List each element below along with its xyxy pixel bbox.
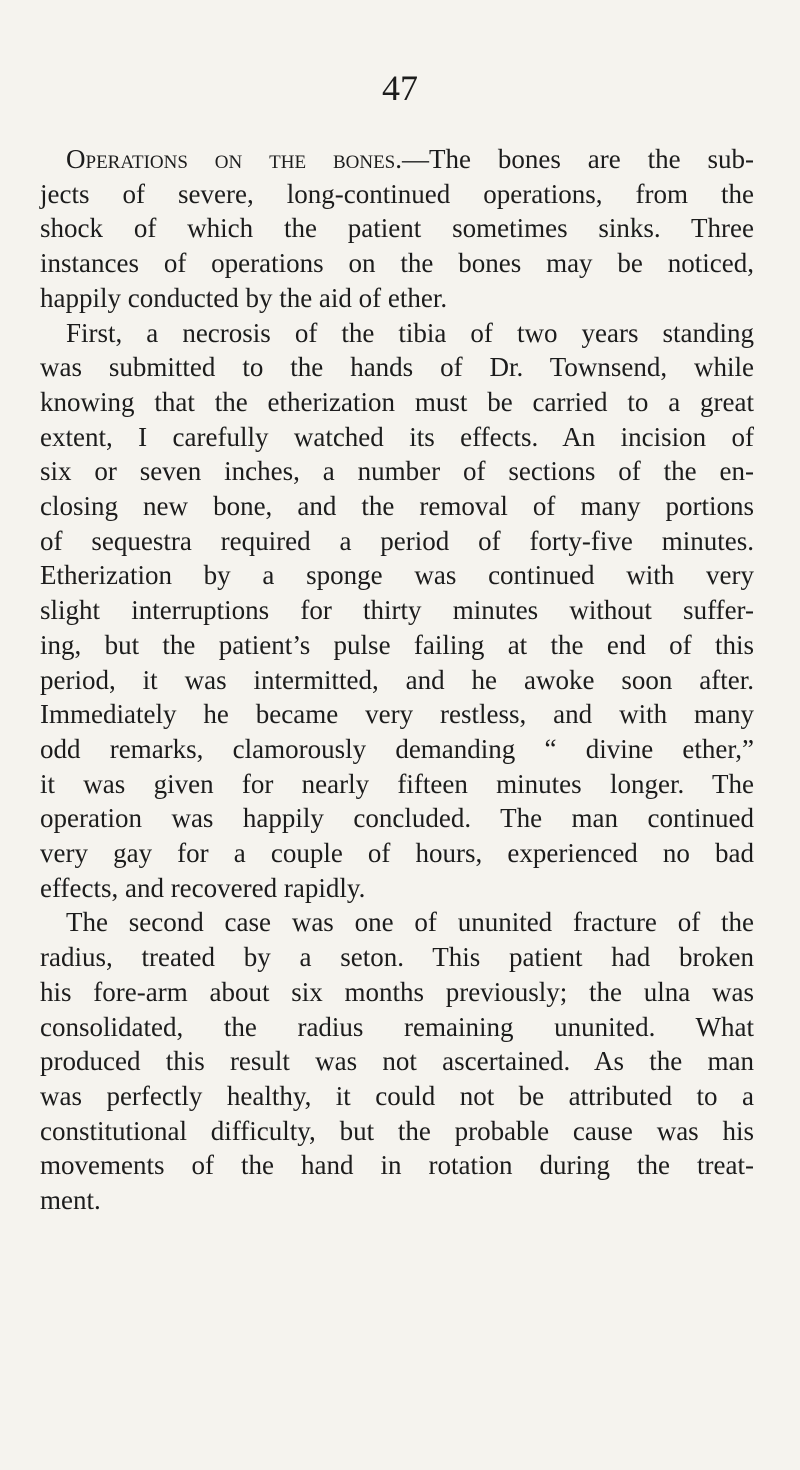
text-line: it was given for nearly fifteen minutes longer. The: [40, 768, 754, 799]
text-line: constitutional difficulty, but the probable cause was his: [40, 1115, 754, 1146]
text-line: ment.: [40, 1185, 101, 1216]
text-line: [40, 142, 754, 177]
text-line: six or seven inches, a number of sections of the en-: [40, 456, 754, 487]
text-line: produced this result was not ascertained. As the man: [40, 1046, 754, 1077]
page-number: 47: [382, 68, 418, 108]
text-line: First, a necrosis of the tibia of two years standing: [66, 317, 754, 348]
text-line: extent, I carefully watched its effects. An incision of: [40, 421, 754, 452]
text-line: ing, but the patient’s pulse failing at the end of this: [40, 629, 754, 660]
text-line: was perfectly healthy, it could not be attributed to a: [40, 1080, 754, 1111]
body-text: [40, 142, 754, 1218]
text-line: instances of operations on the bones may be noticed,: [40, 248, 754, 279]
text-line: movements of the hand in rotation during the treat-: [40, 1150, 754, 1181]
text-line: Etherization by a sponge was continued with very: [40, 560, 754, 591]
text-line: his fore-arm about six months previously; the ulna was: [40, 976, 754, 1007]
text-line: odd remarks, clamorously demanding “ divine ether,”: [40, 733, 754, 764]
text-line: was submitted to the hands of Dr. Townsend, while: [40, 352, 754, 383]
text-line: shock of which the patient sometimes sinks. Three: [40, 213, 754, 244]
text-line: of sequestra required a period of forty-five minutes.: [40, 525, 754, 556]
text-line: jects of severe, long-continued operations, from the: [40, 178, 754, 209]
text-line: Immediately he became very restless, and with many: [40, 699, 754, 730]
text-line: radius, treated by a seton. This patient had broken: [40, 942, 754, 973]
text-line: very gay for a couple of hours, experienced no bad: [40, 838, 754, 869]
text-line: happily conducted by the aid of ether.: [40, 282, 448, 313]
text-line-content: —The bones are the sub-: [402, 144, 754, 174]
text-line: knowing that the etherization must be carried to a great: [40, 386, 754, 417]
section-heading: Operations on the bones.: [66, 144, 402, 174]
text-line: period, it was intermitted, and he awoke soon after.: [40, 664, 754, 695]
text-line: operation was happily concluded. The man continued: [40, 803, 754, 834]
text-line: The second case was one of ununited fracture of the: [66, 907, 754, 938]
text-line: closing new bone, and the removal of many portions: [40, 491, 754, 522]
text-line: consolidated, the radius remaining ununited. What: [40, 1011, 754, 1042]
text-line: slight interruptions for thirty minutes without suffer-: [40, 595, 754, 626]
text-line: effects, and recovered rapidly.: [40, 872, 366, 903]
